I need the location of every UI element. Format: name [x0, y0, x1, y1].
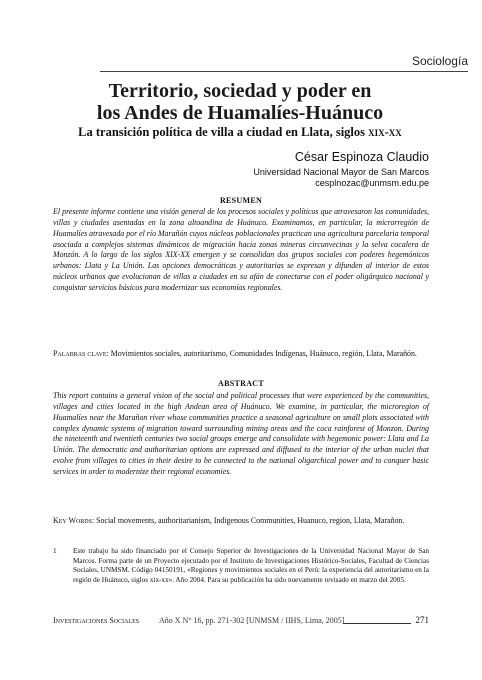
footnote	[53, 547, 429, 585]
page-footer	[53, 616, 429, 628]
abstract-heading: ABSTRACT	[218, 379, 264, 388]
author-institution: Universidad Nacional Mayor de San Marcos	[253, 167, 429, 177]
author-name: César Espinoza Claudio	[294, 150, 429, 164]
abstract-text: This report contains a general vision of the social and political processes that were experienced by the communities, villages and cities located in the high Andean area of Huánuco. We examine, in particular, the microregion of Huamalíes near the Marañon river whose communities practice a seasonal agriculture on small plots associated with complex dynamic systems of migration toward surrounding mining areas and the coca rainforest of Monzon. During the nineteenth and twentieth centuries two social groups emerge and consolidate with hegemonic power: Llata and La Unión. The democratic and authoritarian options are expressed and diffused to the interior of the urban nuclei that evolve from villages to cities in their desire to be connected to the national oligarchical power and to conquer basic services in order to modernize their regional economies.	[53, 391, 429, 476]
resumen-text: El presente informe contiene una visión general de los procesos sociales y políticos que atravesaron las comunidades, villas y ciudades asentadas en la zona altoandina de Huánuco. Examinamos, en particular, la microrregión de Huamalíes atravesada por el río Marañón cuyos núcleos poblacionales practican una agricultura parcelaria temporal asociada a complejos sistemas dinámicos de migración hacia zonas mineras circunvecinas y la selva cocalera de Monzón. A lo largo de los siglos XIX-XX emergen y se consolidan dos grupos sociales con poderes hegemónicos urbanos: Llata y La Unión. Las opciones democráticas y autoritarias se expresan y difunden al interior de estos núcleos urbanos que evolucionan de villas a ciudades en su afán de conectarse con el poder oligárquico nacional y conquistar servicios básicos para modernizar sus economías regionales.	[53, 207, 430, 292]
footer-divider	[343, 623, 411, 624]
footnote-number: 1	[53, 547, 57, 555]
author-email: cesplnozac@unmsm.edu.pe	[315, 178, 429, 188]
header-divider	[100, 71, 468, 72]
footnote-text: Este trabajo ha sido financiado por el Consejo Superior de Investigaciones de la Universidad Nacional Mayor de San Marcos. Forma parte de un Proyecto ejecutado por el Instituto de Investigaciones Histórico-Sociales, Facultad de Ciencias Sociales, UNMSM. Código 04150191, «Regiones y movimientos sociales en el Perú: la experiencia del autoritarismo en la región de Huánuco, siglos xix-xx». Año 2004. Para su publicación ha sido nuevamente revisado en marzo del 2005.	[73, 547, 429, 584]
page-number: 271	[415, 615, 429, 625]
article-subtitle	[40, 125, 440, 140]
key-words-text: Social movements, authoritarianism, Indigenous Communities, Huanuco, region, Llata, Marañon.	[94, 516, 405, 525]
footer-journal: Investigaciones Sociales	[53, 616, 140, 625]
article-title-line-1: Territorio, sociedad y poder en	[108, 80, 372, 102]
article-title-line-2: los Andes de Huamalíes-Huánuco	[96, 102, 384, 124]
key-words	[53, 516, 429, 527]
subtitle-main: La transición política de villa a ciudad en Llata, siglos	[78, 125, 369, 139]
footer-issue-info: Año X N° 16, pp. 271-302 [UNMSM / IIHS, Lima, 2005]	[159, 616, 345, 625]
section-label: Sociología	[411, 54, 468, 68]
palabras-clave-text: Movimientos sociales, autoritarismo, Comunidades Indígenas, Huánuco, región, Llata, Marañón.	[108, 349, 417, 358]
key-words-label: Key Words:	[53, 516, 95, 525]
palabras-clave	[53, 349, 429, 360]
subtitle-centuries: xix-xx	[368, 125, 402, 139]
resumen-heading: RESUMEN	[219, 196, 263, 205]
palabras-clave-label: Palabras clave:	[53, 349, 109, 358]
